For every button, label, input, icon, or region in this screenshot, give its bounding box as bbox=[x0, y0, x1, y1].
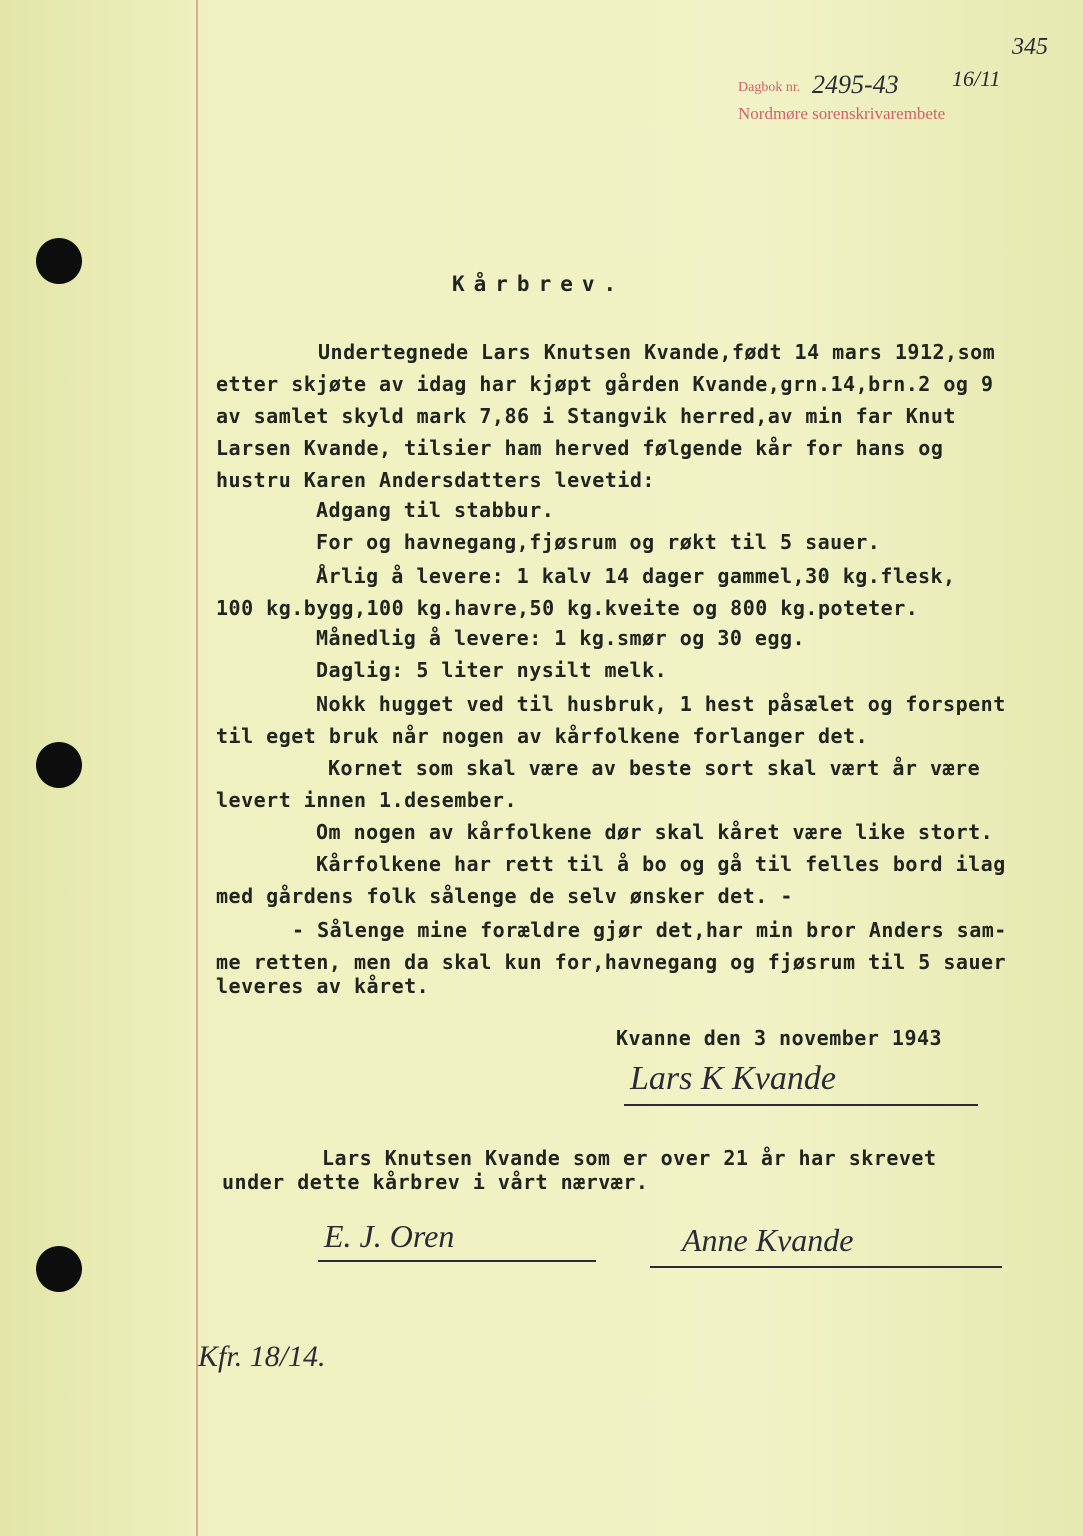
body-line: hustru Karen Andersdatters levetid: bbox=[216, 468, 655, 492]
witness-signature: E. J. Oren bbox=[324, 1218, 455, 1254]
body-line: Larsen Kvande, tilsier ham herved følgende kår for hans og bbox=[216, 436, 944, 460]
punch-hole bbox=[36, 742, 82, 788]
body-line: Om nogen av kårfolkene dør skal kåret være like stort. bbox=[316, 820, 994, 844]
body-line: av samlet skyld mark 7,86 i Stangvik herred,av min far Knut bbox=[216, 404, 956, 428]
punch-hole bbox=[36, 1246, 82, 1292]
body-line: For og havnegang,fjøsrum og røkt til 5 sauer. bbox=[316, 530, 881, 554]
stamp-label: Dagbok nr. bbox=[738, 80, 801, 95]
body-line: til eget bruk når nogen av kårfolkene forlanger det. bbox=[216, 724, 869, 748]
signature-line bbox=[624, 1104, 978, 1106]
footnote: Kfr. 18/14. bbox=[198, 1340, 326, 1373]
body-line: Kornet som skal være av beste sort skal vært år være bbox=[328, 756, 981, 780]
witness-signature: Anne Kvande bbox=[682, 1222, 854, 1258]
witness-line: under dette kårbrev i vårt nærvær. bbox=[222, 1170, 649, 1194]
body-line: Adgang til stabbur. bbox=[316, 498, 555, 522]
body-line: - Sålenge mine forældre gjør det,har min bror Anders sam- bbox=[292, 918, 1007, 942]
body-line: etter skjøte av idag har kjøpt gården Kvande,grn.14,brn.2 og 9 bbox=[216, 372, 994, 396]
diary-number: 2495-43 bbox=[812, 70, 899, 99]
punch-hole bbox=[36, 238, 82, 284]
body-line: levert innen 1.desember. bbox=[216, 788, 517, 812]
witness-line: Lars Knutsen Kvande som er over 21 år har skrevet bbox=[322, 1146, 937, 1170]
body-line: Undertegnede Lars Knutsen Kvande,født 14 mars 1912,som bbox=[318, 340, 996, 364]
body-line: Årlig å levere: 1 kalv 14 dager gammel,30 kg.flesk, bbox=[316, 564, 956, 588]
body-line: Nokk hugget ved til husbruk, 1 hest påsælet og forspent bbox=[316, 692, 1006, 716]
body-line: me retten, men da skal kun for,havnegang og fjøsrum til 5 sauer bbox=[216, 950, 1007, 974]
body-line: Daglig: 5 liter nysilt melk. bbox=[316, 658, 668, 682]
body-line: Månedlig å levere: 1 kg.smør og 30 egg. bbox=[316, 626, 806, 650]
signature-line bbox=[650, 1266, 1002, 1268]
body-line: med gårdens folk sålenge de selv ønsker det. - bbox=[216, 884, 793, 908]
place-date: Kvanne den 3 november 1943 bbox=[616, 1026, 943, 1050]
body-line: Kårfolkene har rett til å bo og gå til felles bord ilag bbox=[316, 852, 1006, 876]
office-stamp: Nordmøre sorenskrivarembete bbox=[738, 104, 946, 123]
signature-line bbox=[318, 1260, 596, 1262]
body-line: leveres av kåret. bbox=[216, 974, 430, 998]
page-number: 345 bbox=[1012, 34, 1048, 60]
body-line: 100 kg.bygg,100 kg.havre,50 kg.kveite og 800 kg.poteter. bbox=[216, 596, 919, 620]
margin-rule bbox=[196, 0, 198, 1536]
signature-main: Lars K Kvande bbox=[630, 1060, 836, 1097]
diary-date: 16/11 bbox=[952, 66, 1001, 91]
document-title: Kårbrev. bbox=[452, 272, 626, 296]
